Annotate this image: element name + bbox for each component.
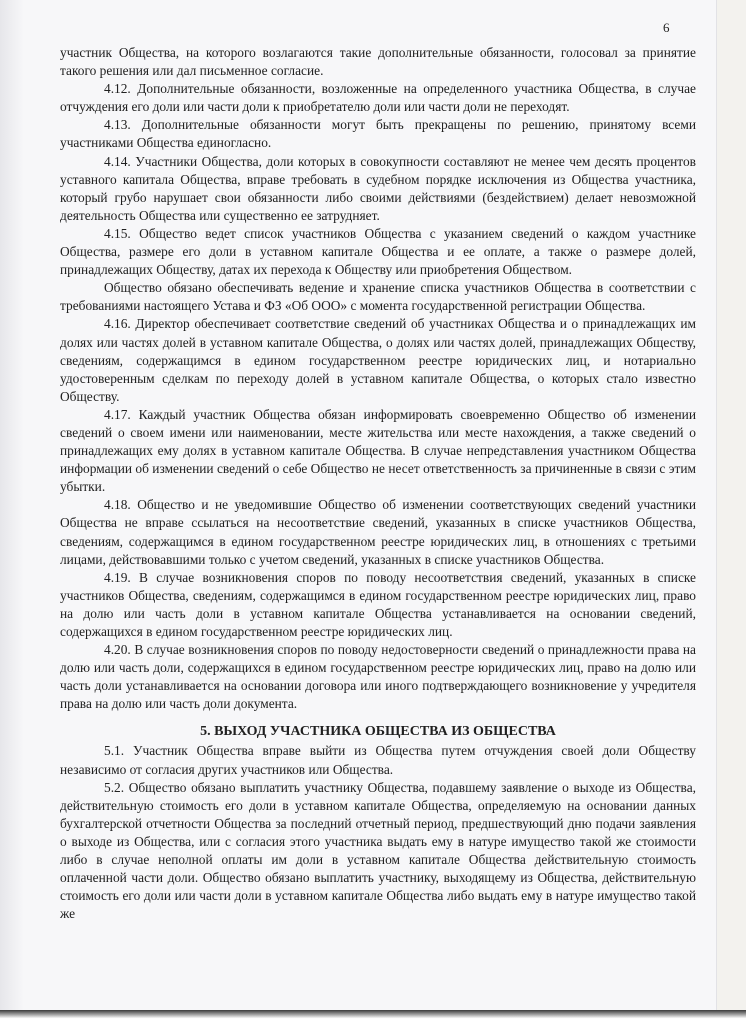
paragraph: участник Общества, на которого возлагаются такие дополнительные обязанности, голосовал за принятие такого решения или дал письменное согласие. — [60, 45, 696, 79]
paragraph-4-16: 4.16. Директор обеспечивает соответствие сведений об участниках Общества и о принадлежащих им долях или частях долей в уставном капитале Общества, о долях или частях долей, принадлежащих Обществу, сведениям, содержащимся в едином государственном реестре юридических лиц, и нотариально удостоверенным сделкам по переходу долей в уставном капитале Общества, о которых стало известно Обществу. — [60, 316, 696, 404]
paragraph-4-19: 4.19. В случае возникновения споров по поводу несоответствия сведений, указанных в списке участников Общества, сведениям, содержащимся в едином государственном реестре юридических лиц, право на долю или часть доли в уставном капитале Общества устанавливается на основании сведений, содержащихся в едином государственном реестре юридических лиц. — [60, 569, 696, 639]
section-title: 5. ВЫХОД УЧАСТНИКА ОБЩЕСТВА ИЗ ОБЩЕСТВА — [200, 724, 556, 740]
paragraph-5-1: 5.1. Участник Общества вправе выйти из Общества путем отчуждения своей доли Обществу независимо от согласия других участников или Общества. — [60, 743, 696, 777]
paragraph-4-12: 4.12. Дополнительные обязанности, возложенные на определенного участника Общества, в случае отчуждения его доли или части доли к приобретателю доли или части доли не переходят. — [60, 81, 696, 115]
paragraph-5-2: 5.2. Общество обязано выплатить участнику Общества, подавшему заявление о выходе из Общества, действительную стоимость его доли в уставном капитале Общества, определяемую на основании данных бухгалтерской отчетности Общества за последний отчетный период, предшествующий дню подачи заявления о выходе из Общества, или с согласия этого участника выдать ему в натуре имущество такой же стоимости либо в случае неполной оплаты им доли в уставном капитале Общества действительную стоимость оплаченной части доли. Общество обязано выплатить участнику, выходящему из Общества, действительную стоимость его доли или части доли в уставном капитале Общества либо выдать ему в натуре имущество такой же — [60, 779, 696, 922]
page-number: 6 — [663, 20, 670, 35]
paragraph-4-15-cont: Общество обязано обеспечивать ведение и хранение списка участников Общества в соответствии с требованиями настоящего Устава и ФЗ «Об ООО» с момента государственной регистрации Общества. — [60, 280, 696, 314]
page-bottom-edge — [0, 1010, 746, 1024]
paragraph-4-20: 4.20. В случае возникновения споров по поводу недостоверности сведений о принадлежности права на долю или часть доли, содержащихся в едином государственном реестре юридических лиц, право на долю или часть доли устанавливается на основании договора или иного подтверждающего возникновение у учредителя права на долю или часть доли документа. — [60, 642, 696, 712]
paragraph-4-18: 4.18. Общество и не уведомившие Общество об изменении соответствующих сведений участники Общества не вправе ссылаться на несоответствие сведений, указанных в списке участников Общества, сведениям, содержащимся в едином государственном реестре юридических лиц, в отношениях с третьими лицами, действовавшими только с учетом сведений, указанных в списке участников Общества. — [60, 497, 696, 567]
binding-shadow — [0, 0, 24, 1024]
paragraph-4-13: 4.13. Дополнительные обязанности могут быть прекращены по решению, принятому всеми участниками Общества единогласно. — [60, 117, 696, 151]
page-right-edge — [716, 0, 746, 1024]
document-body — [60, 44, 696, 923]
paragraph-4-14: 4.14. Участники Общества, доли которых в совокупности составляют не менее чем десять процентов уставного капитала Общества, вправе требовать в судебном порядке исключения из Общества участника, который грубо нарушает свои обязанности либо своими действиями (бездействием) делает невозможной деятельность Общества или существенно ее затрудняет. — [60, 153, 696, 223]
paragraph-4-15: 4.15. Общество ведет список участников Общества с указанием сведений о каждом участнике Общества, размере его доли в уставном капитале Общества и ее оплате, а также о размере долей, принадлежащих Обществу, датах их перехода к Обществу или приобретения Обществом. — [60, 225, 696, 278]
paragraph-4-17: 4.17. Каждый участник Общества обязан информировать своевременно Общество об изменении сведений о своем имени или наименовании, месте жительства или месте нахождения, а также сведений о принадлежащих ему долях в уставном капитале Общества. В случае непредставления участником Общества информации об изменении сведений о себе Общество не несет ответственность за причиненные в связи с этим убытки. — [60, 406, 696, 495]
